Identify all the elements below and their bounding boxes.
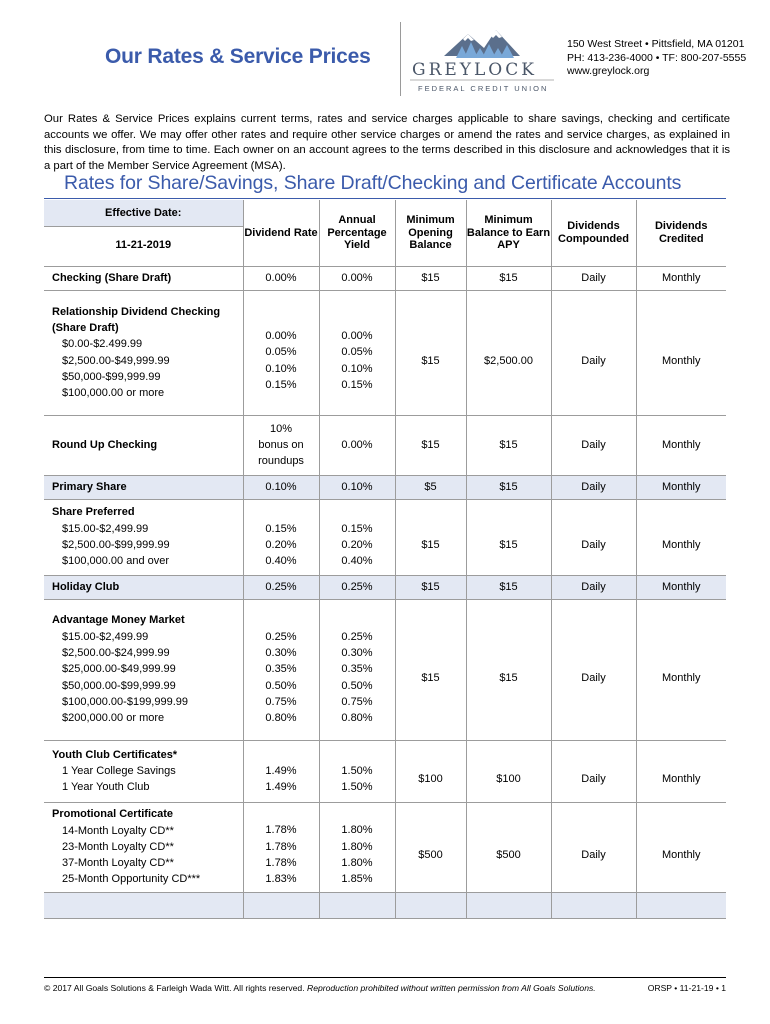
apy-cell <box>319 599 395 740</box>
apy-value: 0.15% <box>341 378 373 391</box>
min-balance-cell: $15 <box>466 415 551 475</box>
dividend-rate: 0.80% <box>265 712 297 725</box>
dividend-rate: bonus on <box>258 438 304 451</box>
dividend-rate-cell <box>243 415 319 475</box>
min-opening-cell: $5 <box>395 475 466 499</box>
dividend-rate: 0.10% <box>265 362 297 375</box>
credited-cell: Monthly <box>661 849 701 861</box>
footer-code: ORSP • 11-21-19 • 1 <box>647 983 726 993</box>
header-compounded: Dividends Compounded <box>551 200 636 266</box>
compounded-cell: Daily <box>551 740 636 802</box>
rates-table <box>44 200 726 919</box>
balance-tier: $100,000.00-$199,999.99 <box>62 695 189 708</box>
apy-value: 1.85% <box>341 873 373 886</box>
min-opening-cell: $15 <box>395 575 466 599</box>
empty-cell <box>466 892 551 918</box>
compounded-cell: Daily <box>551 475 636 499</box>
logo-subtitle: FEDERAL CREDIT UNION <box>418 84 549 93</box>
balance-tier: 14-Month Loyalty CD** <box>62 824 174 837</box>
balance-tier: $0.00-$2.499.99 <box>62 338 143 351</box>
page-title: Our Rates & Service Prices <box>105 45 371 68</box>
apy-value: 0.40% <box>341 555 373 568</box>
apy-value: 0.10% <box>341 362 373 375</box>
apy-cell <box>319 499 395 575</box>
balance-tier: $25,000.00-$49,999.99 <box>62 663 176 676</box>
table-row <box>44 575 726 599</box>
dividend-rate: 1.83% <box>265 873 297 886</box>
apy-value: 0.20% <box>341 538 373 551</box>
greylock-logo <box>408 22 556 96</box>
dividend-rate-cell <box>243 290 319 415</box>
table-row <box>44 740 726 802</box>
balance-tier: $2,500.00-$24,999.99 <box>62 647 170 660</box>
apy-value: 0.25% <box>341 630 373 643</box>
account-name-cell <box>44 599 243 740</box>
min-balance-cell: $2,500.00 <box>466 290 551 415</box>
dividend-rate: 0.50% <box>265 679 297 692</box>
balance-tier: 37-Month Loyalty CD** <box>62 857 174 870</box>
account-title: Youth Club Certificates* <box>52 748 178 761</box>
phone-line: PH: 413-236-4000 • TF: 800-207-5555 <box>567 51 747 64</box>
effective-date-cell <box>44 200 243 266</box>
min-balance-cell: $100 <box>466 740 551 802</box>
dividend-rate: 0.10% <box>265 480 297 493</box>
balance-tier: $15.00-$2,499.99 <box>62 522 149 535</box>
min-opening-cell: $15 <box>395 599 466 740</box>
min-opening-cell: $500 <box>395 802 466 892</box>
account-title: Promotional Certificate <box>52 808 174 821</box>
balance-tier: 25-Month Opportunity CD*** <box>62 873 201 886</box>
dividend-rate: 0.25% <box>265 630 297 643</box>
credited-cell: Monthly <box>661 773 701 785</box>
dividend-rate-cell <box>243 266 319 290</box>
apy-value: 0.00% <box>341 438 373 451</box>
compounded-cell: Daily <box>551 575 636 599</box>
apy-value: 1.50% <box>341 764 373 777</box>
apy-cell <box>319 802 395 892</box>
table-row <box>44 266 726 290</box>
account-title: Relationship Dividend Checking <box>52 305 221 318</box>
balance-tier: $2,500.00-$49,999.99 <box>62 354 170 367</box>
header-apy: Annual Percentage Yield <box>319 200 395 266</box>
balance-tier: $200,000.00 or more <box>62 712 165 725</box>
apy-value: 0.75% <box>341 695 373 708</box>
compounded-cell: Daily <box>551 499 636 575</box>
compounded-cell: Daily <box>551 266 636 290</box>
dividend-rate: 0.15% <box>265 378 297 391</box>
empty-cell <box>551 892 636 918</box>
balance-tier: $100,000.00 and over <box>62 555 170 568</box>
min-opening-cell: $15 <box>395 415 466 475</box>
footer-rule <box>44 977 726 978</box>
apy-cell <box>319 475 395 499</box>
dividend-rate: 0.35% <box>265 663 297 676</box>
header-min-opening: Minimum Opening Balance <box>395 200 466 266</box>
dividend-rate: 0.15% <box>265 522 297 535</box>
apy-value: 0.00% <box>341 329 373 342</box>
min-opening-cell: $15 <box>395 499 466 575</box>
balance-tier: 1 Year College Savings <box>62 764 176 777</box>
apy-value: 1.80% <box>341 857 373 869</box>
table-row <box>44 802 726 892</box>
account-name-cell <box>44 740 243 802</box>
apy-cell <box>319 290 395 415</box>
balance-tier: 1 Year Youth Club <box>62 781 150 794</box>
credited-cell: Monthly <box>661 671 701 684</box>
dividend-rate: 10% <box>269 422 293 435</box>
apy-cell <box>319 575 395 599</box>
balance-tier: $50,000.00-$99,999.99 <box>62 679 176 692</box>
header-min-balance: Minimum Balance to Earn APY <box>466 200 551 266</box>
min-balance-cell: $15 <box>466 499 551 575</box>
contact-block <box>567 38 746 79</box>
mountain-logo-icon <box>408 22 556 96</box>
account-title: Primary Share <box>52 480 127 493</box>
empty-cell <box>44 892 243 918</box>
dividend-rate: 0.40% <box>265 555 297 568</box>
apy-value: 0.25% <box>341 580 373 593</box>
dividend-rate: 0.00% <box>265 271 297 284</box>
balance-tier: $50,000-$99,999.99 <box>62 370 161 383</box>
dividend-rate: 1.49% <box>265 781 297 793</box>
credited-cell: Monthly <box>636 475 726 499</box>
balance-tier: 23-Month Loyalty CD** <box>62 840 174 853</box>
dividend-rate: 0.05% <box>265 346 297 359</box>
min-balance-cell: $15 <box>466 475 551 499</box>
account-title: Share Preferred <box>52 506 135 519</box>
dividend-rate: 0.30% <box>265 646 297 659</box>
apy-value: 0.10% <box>341 480 373 493</box>
account-title: Holiday Club <box>52 580 120 593</box>
min-opening-cell: $15 <box>395 290 466 415</box>
credited-cell: Monthly <box>636 575 726 599</box>
min-opening-cell: $15 <box>395 266 466 290</box>
credited-cell: Monthly <box>661 354 701 367</box>
min-opening-cell: $100 <box>395 740 466 802</box>
dividend-rate: 1.78% <box>265 824 297 837</box>
logo-wordmark: GREYLOCK <box>412 60 537 80</box>
apy-value: 0.00% <box>341 271 373 284</box>
empty-cell <box>636 892 726 918</box>
dividend-rate-cell <box>243 475 319 499</box>
dividend-rate: 0.25% <box>265 580 297 593</box>
empty-row <box>44 892 726 918</box>
compounded-cell: Daily <box>551 290 636 415</box>
reproduction-notice: Reproduction prohibited without written permission from All Goals Solutions. <box>307 983 596 993</box>
apy-cell <box>319 266 395 290</box>
dividend-rate-cell <box>243 740 319 802</box>
table-row <box>44 290 726 415</box>
dividend-rate: 0.20% <box>265 538 297 551</box>
table-row <box>44 415 726 475</box>
apy-value: 0.35% <box>341 663 373 676</box>
address-line: 150 West Street • Pittsfield, MA 01201 <box>567 38 745 50</box>
compounded-cell: Daily <box>551 599 636 740</box>
account-title: Checking (Share Draft) <box>52 271 172 284</box>
dividend-rate: roundups <box>258 455 304 468</box>
account-title: Advantage Money Market <box>52 614 185 627</box>
section-rule <box>44 198 726 199</box>
apy-cell <box>319 415 395 475</box>
effective-date-label: Effective Date: <box>44 200 243 227</box>
account-name-cell <box>44 802 243 892</box>
credited-cell: Monthly <box>661 272 701 284</box>
account-name-cell <box>44 415 243 475</box>
header-divider <box>400 22 401 96</box>
dividend-rate: 0.75% <box>265 695 297 708</box>
dividend-rate: 1.49% <box>265 764 297 777</box>
copyright-text: © 2017 All Goals Solutions & Farleigh Wada Witt. All rights reserved. <box>44 983 305 993</box>
min-balance-cell: $15 <box>466 266 551 290</box>
empty-cell <box>395 892 466 918</box>
apy-value: 0.30% <box>341 646 373 659</box>
account-name-cell <box>44 266 243 290</box>
header-dividend-rate: Dividend Rate <box>243 200 319 266</box>
apy-value: 1.80% <box>341 840 373 853</box>
compounded-cell: Daily <box>551 415 636 475</box>
credited-cell: Monthly <box>661 439 701 451</box>
table-row <box>44 599 726 740</box>
dividend-rate-cell <box>243 599 319 740</box>
dividend-rate: 1.78% <box>265 857 297 869</box>
dividend-rate-cell <box>243 802 319 892</box>
apy-value: 0.80% <box>341 712 373 725</box>
balance-tier: $15.00-$2,499.99 <box>62 630 149 643</box>
min-balance-cell: $15 <box>466 599 551 740</box>
table-row <box>44 475 726 499</box>
dividend-rate-cell <box>243 499 319 575</box>
account-title-cont: (Share Draft) <box>52 321 119 334</box>
footer-copyright <box>44 983 596 993</box>
header-credited: Dividends Credited <box>654 220 708 245</box>
credited-cell: Monthly <box>661 539 701 551</box>
balance-tier: $2,500.00-$99,999.99 <box>62 539 170 551</box>
account-name-cell <box>44 499 243 575</box>
table-header-row <box>44 200 726 266</box>
account-name-cell <box>44 290 243 415</box>
compounded-cell: Daily <box>551 802 636 892</box>
account-title: Round Up Checking <box>52 438 158 451</box>
table-row <box>44 499 726 575</box>
effective-date-value: 11-21-2019 <box>115 239 172 251</box>
apy-value: 0.05% <box>341 346 373 359</box>
apy-cell <box>319 740 395 802</box>
section-title: Rates for Share/Savings, Share Draft/Checking and Certificate Accounts <box>64 172 682 194</box>
apy-value: 1.50% <box>341 781 373 793</box>
account-name-cell <box>44 475 243 499</box>
account-name-cell <box>44 575 243 599</box>
min-balance-cell: $15 <box>466 575 551 599</box>
intro-paragraph: Our Rates & Service Prices explains current terms, rates and service charges applicable to share savings, checking and certificate accounts we offer. We may offer other rates and require other service charges or amend the rates and service charges, as explained in this disclosure, from time to time. Each owner on an account agrees to the terms described in this disclosure and acknowledges that it is a part of the Member Service Agreement (MSA). <box>44 113 730 172</box>
balance-tier: $100,000.00 or more <box>62 387 165 400</box>
empty-cell <box>319 892 395 918</box>
min-balance-cell: $500 <box>466 802 551 892</box>
dividend-rate: 1.78% <box>265 840 297 853</box>
apy-value: 0.15% <box>341 522 373 535</box>
website-link[interactable]: www.greylock.org <box>567 65 650 77</box>
dividend-rate-cell <box>243 575 319 599</box>
apy-value: 0.50% <box>341 679 373 692</box>
dividend-rate: 0.00% <box>265 329 297 342</box>
apy-value: 1.80% <box>341 824 373 837</box>
empty-cell <box>243 892 319 918</box>
